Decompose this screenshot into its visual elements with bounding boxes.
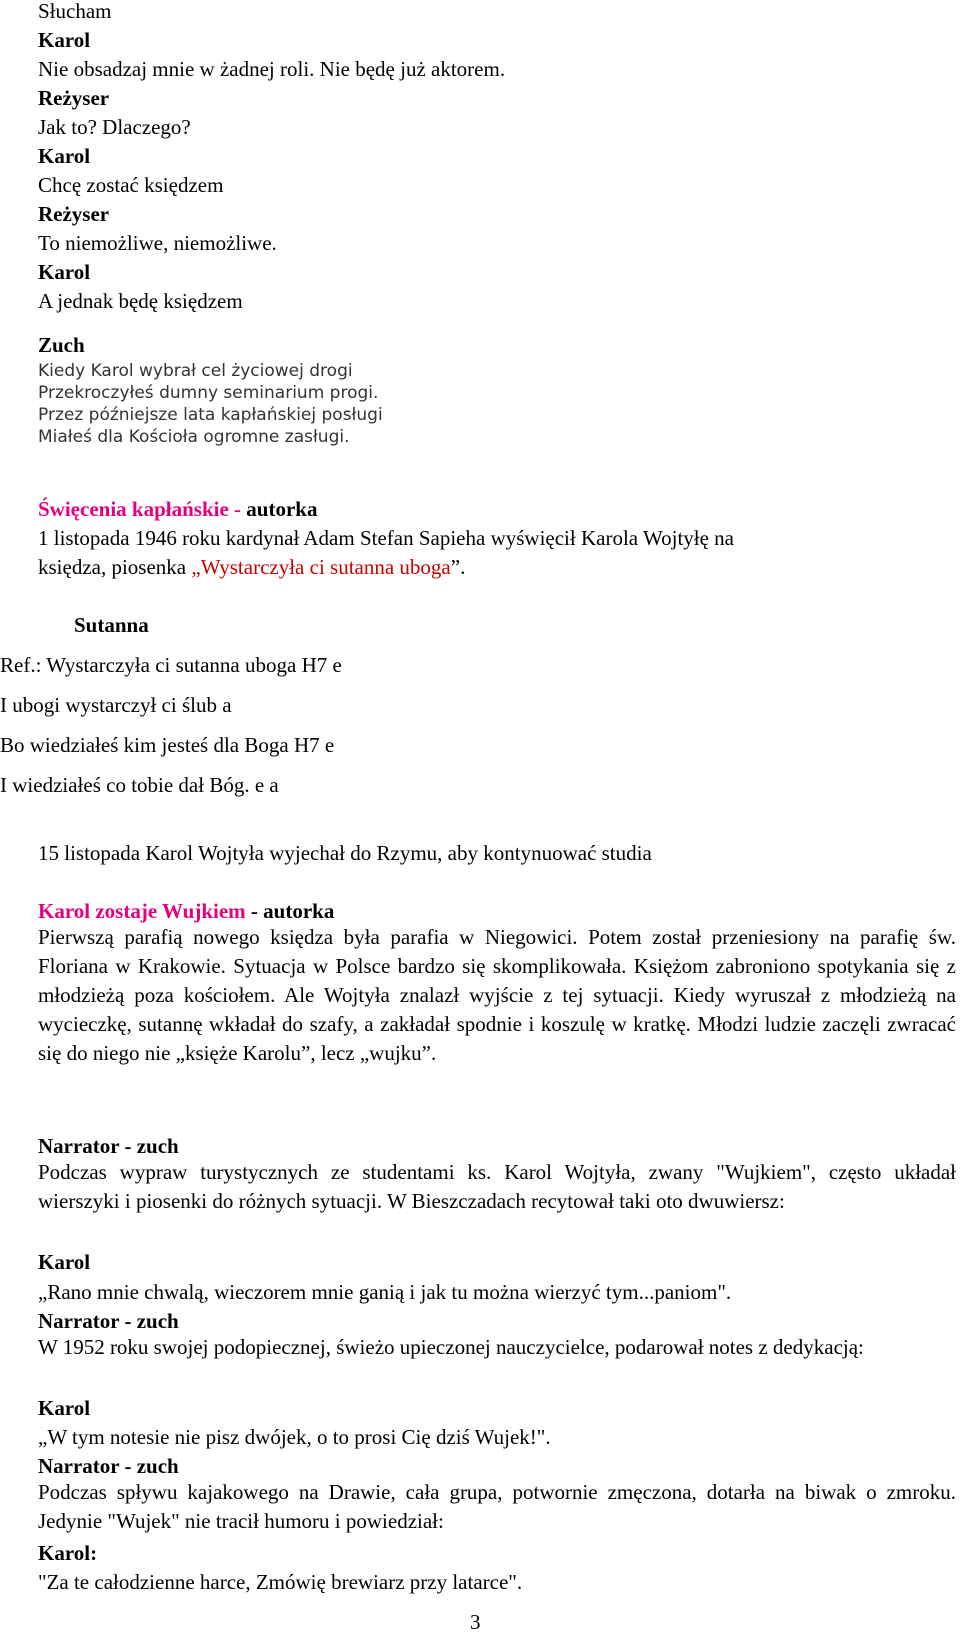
swiecenia-heading-rest: autorka [246,497,318,521]
narrator-heading: Narrator - zuch [38,1454,179,1478]
narrator-paragraph: W 1952 roku swojej podopiecznej, świeżo upieczonej nauczycielce, podarował notes z dedykacją: [38,1335,864,1359]
narrator-paragraph: Podczas spływu kajakowego na Drawie, cała grupa, potwornie zmęczona, dotarła na biwak o zmroku. Jedynie "Wujek" nie tracił humoru i powiedział: [38,1480,956,1533]
dialogue-line: Jak to? Dlaczego? [38,115,191,139]
dialogue-line: Nie obsadzaj mnie w żadnej roli. Nie będę już aktorem. [38,57,506,81]
swiecenia-line-start: księdza, piosenka [38,555,192,579]
swiecenia-line-end: ”. [450,555,466,579]
swiecenia-heading [38,499,317,520]
sutanna-title: Sutanna [74,613,149,637]
speaker-label: Karol [38,1250,91,1274]
rzym-line: 15 listopada Karol Wojtyła wyjechał do Rzymu, aby kontynuować studia [38,841,652,865]
zuch-heading: Zuch [38,333,85,357]
dialogue-line: Słucham [38,0,112,23]
zuch-poem-line: Przez późniejsze lata kapłańskiej posługi [38,405,383,425]
narrator-paragraph: Podczas wypraw turystycznych ze studentami ks. Karol Wojtyła, zwany "Wujkiem", często układał wierszyki i piosenki do różnych sytuacji. W Bieszczadach recytował taki oto dwuwiersz: [38,1160,956,1213]
song-title: „Wystarczyła ci sutanna uboga [191,555,451,579]
page-number: 3 [470,1610,481,1634]
narrator-heading: Narrator - zuch [38,1309,179,1333]
swiecenia-heading-pink: Święcenia kapłańskie - [38,497,247,521]
sutanna-line: Ref.: Wystarczyła ci sutanna uboga H7 e [0,653,342,677]
sutanna-line: Bo wiedziałeś kim jesteś dla Boga H7 e [0,733,335,757]
wujek-heading [38,901,334,922]
dialogue-line: A jednak będę księdzem [38,289,243,313]
sutanna-line: I wiedziałeś co tobie dał Bóg. e a [0,773,279,797]
wujek-paragraph: Pierwszą parafią nowego księdza była parafia w Niegowici. Potem został przeniesiony na parafię św. Floriana w Krakowie. Sytuacja w Polsce bardzo się skomplikowała. Księżom zabroniono spotykania się z młodzieżą poza kościołem. Ale Wojtyła znalazł wyjście z tej sytuacji. Kiedy wyruszał z młodzieżą na wycieczkę, sutannę wkładał do szafy, a zakładał spodnie i koszulę w kratkę. Młodzi ludzie zaczęli zwracać się do niego nie „księże Karolu”, lecz „wujku”. [38,925,956,1065]
dialogue-line: Chcę zostać księdzem [38,173,224,197]
quote-line: „Rano mnie chwalą, wieczorem mnie ganią i jak tu można wierzyć tym...paniom". [38,1280,732,1304]
swiecenia-line [38,557,465,578]
speaker-label: Karol [38,144,91,168]
narrator-heading: Narrator - zuch [38,1134,179,1158]
speaker-label: Karol [38,1396,91,1420]
speaker-label: Karol [38,260,91,284]
speaker-label: Reżyser [38,202,110,226]
swiecenia-line: 1 listopada 1946 roku kardynał Adam Stefan Sapieha wyświęcił Karola Wojtyłę na [38,526,735,550]
speaker-label: Karol [38,28,91,52]
zuch-poem-line: Przekroczyłeś dumny seminarium progi. [38,383,379,403]
dialogue-line: To niemożliwe, niemożliwe. [38,231,277,255]
quote-line: „W tym notesie nie pisz dwójek, o to prosi Cię dziś Wujek!". [38,1425,551,1449]
quote-line: "Za te całodzienne harce, Zmówię brewiarz przy latarce". [38,1570,523,1594]
wujek-heading-rest: - autorka [245,899,335,923]
wujek-heading-pink: Karol zostaje Wujkiem [38,899,246,923]
zuch-poem-line: Miałeś dla Kościoła ogromne zasługi. [38,427,350,447]
sutanna-line: I ubogi wystarczył ci ślub a [0,693,232,717]
zuch-poem-line: Kiedy Karol wybrał cel życiowej drogi [38,361,353,381]
speaker-label: Karol: [38,1541,98,1565]
speaker-label: Reżyser [38,86,110,110]
